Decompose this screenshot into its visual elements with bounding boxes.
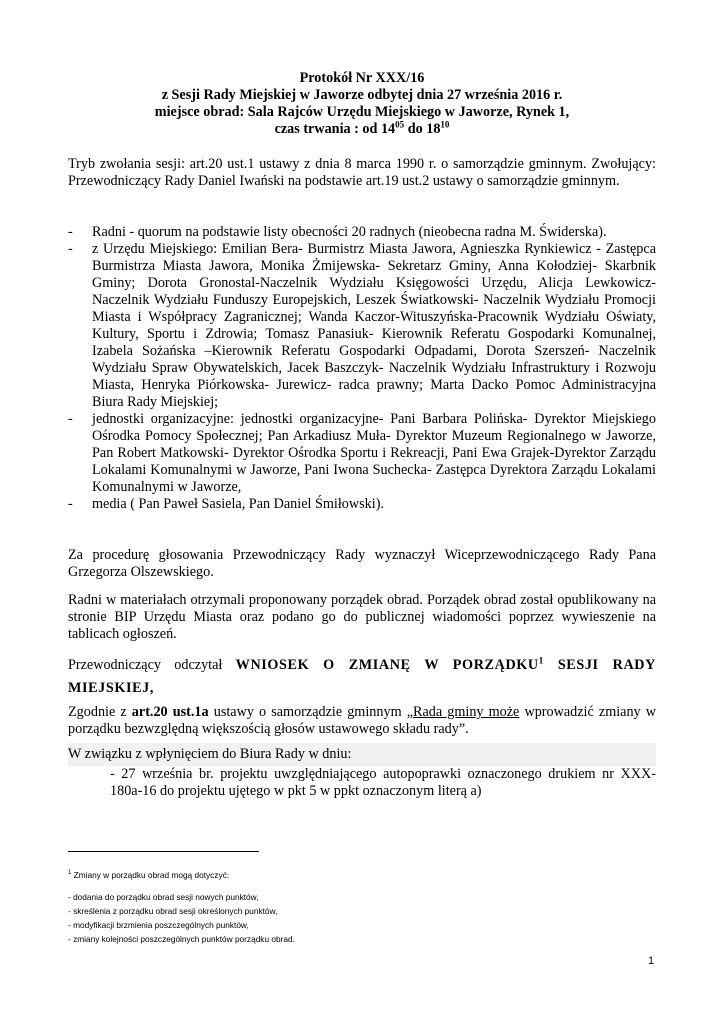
duration [68,121,656,138]
motion-title-part: WNIOSEK O ZMIANĘ W PORZĄDKU [235,657,539,673]
article-reference: art.20 ust.1a [131,704,209,720]
list-item: - jednostki organizacyjne: jednostki organizacyjne- Pani Barbara Polińska- Dyrektor Miejskiego Ośrodka Pomocy Społecznej; Pan Arkadiusz Muła- Dyrektor Muzeum Regionalnego w Jaworze, Pan Robert Matkowski- Dyrektor Ośrodka Sportu i Rekreacji, Pani Ewa Grajek-Dyrektor Zarządu Lokalami Komunalnymi w Jaworze, Pani Iwona Suchecka- Zastępca Dyrektora Zarządu Lokalami Komunalnymi w Jaworze, [68,411,656,496]
footnote-heading: Zmiany w porządku obrad mogą dotyczyć: [71,869,230,880]
legal-text: ustawy o samorządzie gminnym „ [208,704,414,720]
legal-prefix: Zgodnie z [68,704,132,720]
document-page [68,70,656,800]
footnote-title [68,866,658,882]
list-item: - skreślenia z porządku obrad sesji określonych punktów, [68,905,278,916]
list-item: - zmiany kolejności poszczególnych punktów porządku obrad. [68,933,295,944]
list-item: - z Urzędu Miejskiego: Emilian Bera- Burmistrz Miasta Jawora, Agnieszka Rynkiewicz - Zastępca Burmistrza Miasta Jawora, Monika Żmijewska- Sekretarz Gminy, Anna Kołodziej- Skarbnik Gminy; Dorota Gronostal-Naczelnik Wydziału Księgowości Urzędu, Alicja Lewkowicz- Naczelnik Wydziału Funduszy Europejskich, Leszek Światkowski- Naczelnik Wydziału Promocji Miasta i Współpracy Zagranicznej; Wanda Kaczor-Wituszyńska-Pracownik Wydziału Oświaty, Kultury, Sportu i Zdrowia; Tomasz Panasiuk- Kierownik Referatu Gospodarki Komunalnej, Izabela Sożańska –Kierownik Referatu Gospodarki Odpadami, Dorota Szerszeń- Naczelnik Wydziału Spraw Obywatelskich, Jacek Baszczyk- Naczelnik Wydziału Infrastruktury i Rozwoju Miasta, Henryka Piórkowska- Jurewicz- radca prawny; Marta Dacko Pomoc Administracyjna Biura Rady Miejskiej; [68,241,656,411]
motion-title-part: SESJI RADY MIEJSKIEJ, [68,657,656,696]
list-item: - media ( Pan Paweł Sasiela, Pan Daniel Śmiłowski). [68,496,656,513]
footnote-list [68,890,658,946]
voting-procedure-paragraph: Za procedurę głosowania Przewodniczący Rady wyznaczył Wiceprzewodniczącego Rady Pana Grzegorza Olszewskiego. [68,547,656,580]
duration-end-minutes: 10 [440,119,450,130]
meeting-place: miejsce obrad: Sala Rajców Urzędu Miejskiego w Jaworze, Rynek 1, [154,104,570,120]
session-info: z Sesji Rady Miejskiej w Jaworze odbytej dnia 27 września 2016 r. [161,87,563,103]
received-item: - 27 września br. projektu uwzględniającego autopoprawki oznaczonego drukiem nr XXX-180a-16 do projektu ujętego w pkt 5 w ppkt oznaczonym literą a) [110,766,656,799]
legal-basis-paragraph [68,704,656,738]
duration-start-label: czas trwania : od 14 [274,121,396,137]
duration-end-label: do 18 [404,121,441,137]
footnote-number: 1 [68,870,72,876]
page-number: 1 [648,955,655,967]
footnote-divider [68,851,259,852]
protocol-title: Protokół Nr XXX/16 [299,70,425,86]
convening-paragraph: Tryb zwołania sesji: art.20 ust.1 ustawy z dnia 8 marca 1990 r. o samorządzie gminnym. Zwołujący: Przewodniczący Rady Daniel Iwański na podstawie art.19 ust.2 ustawy o samorządzie gminnym. [68,156,656,189]
footnote-reference[interactable]: 1 [538,655,544,666]
agenda-info-paragraph: Radni w materiałach otrzymali proponowany porządek obrad. Porządek obrad został opublikowany na stronie BIP Urzędu Miasta oraz podano go do publicznej wiadomości poprzez wywieszenie na tablicach ogłoszeń. [68,592,656,642]
legal-text: wprowadzić zmiany w porządku bezwzględną większością głosów ustawowego składu rady”. [68,704,657,737]
attendee-list [68,224,656,513]
motion-paragraph [68,654,656,700]
protocol-header [68,70,656,138]
list-item: - dodania do porządku obrad sesji nowych punktów, [68,891,259,902]
list-item: - Radni - quorum na podstawie listy obecności 20 radnych (nieobecna radna M. Świderska). [68,224,656,241]
list-item: - modyfikacji brzmienia poszczególnych punktów, [68,919,249,930]
footnote [68,866,658,946]
motion-prefix: Przewodniczący odczytał [68,657,236,673]
underlined-quote: Rada gminy może [413,704,520,720]
received-note: W związku z wpłynięciem do Biura Rady w dniu: [68,743,656,766]
duration-start-minutes: 05 [395,119,405,130]
